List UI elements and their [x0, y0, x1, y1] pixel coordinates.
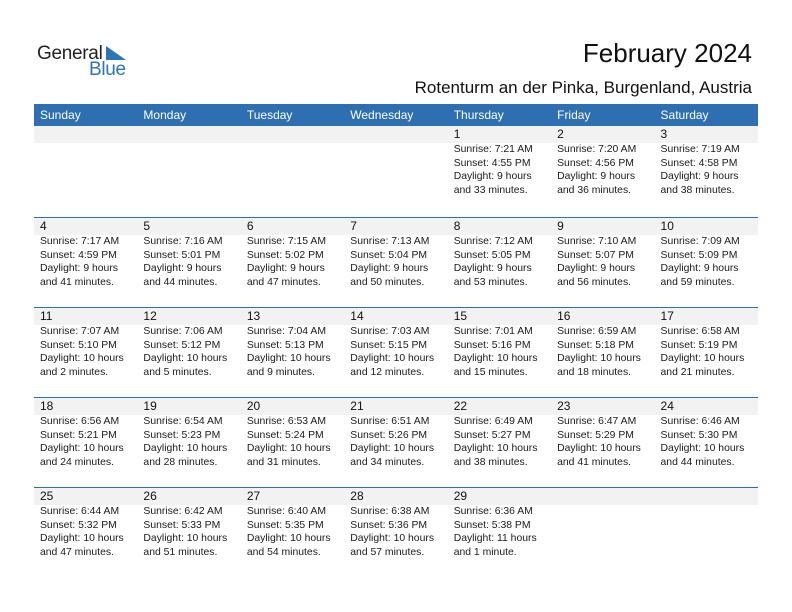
sunset-text: Sunset: 5:33 PM [143, 519, 221, 531]
day-number: 29 [453, 489, 468, 503]
day-number: 1 [453, 127, 461, 141]
day-number: 25 [40, 489, 54, 503]
day-cell [344, 143, 447, 197]
sunrise-text: Sunrise: 7:12 AM [453, 236, 533, 247]
minutes-text: and 59 minutes. [660, 276, 735, 288]
sunset-text: Sunset: 5:30 PM [660, 429, 738, 441]
day-number: 27 [246, 489, 261, 503]
minutes-text: and 41 minutes. [557, 456, 632, 468]
day-number: 15 [453, 309, 468, 323]
day-cell [655, 143, 758, 197]
weekday-tuesday: Tuesday [246, 108, 293, 122]
sunset-text: Sunset: 5:18 PM [557, 339, 634, 351]
daylight-text: Daylight: 9 hours [40, 263, 118, 274]
daylight-text: Daylight: 9 hours [453, 263, 532, 274]
day-number: 16 [557, 309, 571, 323]
page-title: February 2024 [582, 38, 752, 68]
sunset-text: Sunset: 5:15 PM [350, 339, 428, 351]
day-number: 4 [40, 219, 47, 233]
daylight-text: Daylight: 9 hours [557, 263, 636, 274]
day-number: 19 [143, 399, 157, 413]
day-number: 17 [660, 309, 674, 323]
day-number-row [34, 308, 758, 325]
logo-triangle-icon [106, 46, 126, 60]
minutes-text: and 15 minutes. [453, 366, 528, 378]
minutes-text: and 28 minutes. [143, 456, 218, 468]
day-number: 3 [660, 127, 668, 141]
day-cell [241, 505, 344, 559]
sunset-text: Sunset: 5:21 PM [40, 429, 117, 441]
minutes-text: and 44 minutes. [660, 456, 735, 468]
daylight-text: Daylight: 10 hours [557, 443, 641, 454]
sunrise-text: Sunrise: 6:58 AM [660, 326, 740, 337]
sunrise-text: Sunrise: 6:49 AM [453, 416, 533, 427]
sunrise-text: Sunrise: 6:46 AM [660, 416, 740, 427]
day-cell [137, 325, 240, 379]
daylight-text: Daylight: 10 hours [143, 533, 228, 544]
day-cell [551, 415, 654, 469]
day-number-row [34, 126, 758, 143]
day-number [137, 126, 240, 143]
logo-text-blue: Blue [89, 59, 126, 80]
weekday-saturday: Saturday [660, 108, 709, 122]
weekday-friday: Friday [557, 108, 591, 122]
day-number-row [34, 398, 758, 415]
day-number: 8 [453, 219, 461, 233]
day-cell [137, 415, 240, 469]
minutes-text: and 41 minutes. [40, 276, 114, 288]
sunset-text: Sunset: 5:36 PM [350, 519, 428, 531]
minutes-text: and 12 minutes. [350, 366, 425, 378]
weekday-header-row [34, 104, 758, 126]
sunset-text: Sunset: 5:05 PM [453, 249, 531, 261]
day-cell [448, 143, 551, 197]
day-number: 18 [40, 399, 54, 413]
day-cell [241, 325, 344, 379]
sunset-text: Sunset: 4:55 PM [453, 157, 531, 169]
daylight-text: Daylight: 10 hours [143, 353, 228, 364]
sunrise-text: Sunrise: 6:59 AM [557, 326, 637, 337]
minutes-text: and 36 minutes. [557, 184, 632, 196]
weekday-monday: Monday [143, 108, 187, 122]
day-info-row [34, 235, 758, 289]
sunrise-text: Sunrise: 7:21 AM [453, 144, 533, 155]
day-cell [655, 505, 758, 559]
sunset-text: Sunset: 5:23 PM [143, 429, 221, 441]
minutes-text: and 56 minutes. [557, 276, 632, 288]
weekday-wednesday: Wednesday [350, 108, 414, 122]
day-cell [551, 325, 654, 379]
minutes-text: and 54 minutes. [246, 546, 321, 558]
day-cell [34, 415, 137, 469]
week-row [34, 307, 758, 397]
sunset-text: Sunset: 5:10 PM [40, 339, 117, 351]
sunset-text: Sunset: 5:12 PM [143, 339, 221, 351]
week-row [34, 217, 758, 307]
sunset-text: Sunset: 5:26 PM [350, 429, 428, 441]
daylight-text: Daylight: 9 hours [660, 171, 739, 182]
day-number: 6 [246, 219, 254, 233]
daylight-text: Daylight: 10 hours [40, 353, 124, 364]
sunset-text: Sunset: 4:59 PM [40, 249, 117, 261]
day-number [344, 126, 447, 143]
day-number: 23 [557, 399, 571, 413]
minutes-text: and 1 minute. [453, 546, 517, 558]
weekday-thursday: Thursday [453, 108, 504, 122]
day-cell [448, 505, 551, 559]
daylight-text: Daylight: 10 hours [40, 533, 124, 544]
minutes-text: and 38 minutes. [453, 456, 528, 468]
sunset-text: Sunset: 5:32 PM [40, 519, 117, 531]
sunset-text: Sunset: 5:24 PM [246, 429, 324, 441]
sunset-text: Sunset: 5:01 PM [143, 249, 221, 261]
day-cell [137, 505, 240, 559]
daylight-text: Daylight: 10 hours [350, 353, 435, 364]
sunrise-text: Sunrise: 6:40 AM [246, 506, 326, 517]
sunset-text: Sunset: 4:58 PM [660, 157, 738, 169]
minutes-text: and 44 minutes. [143, 276, 218, 288]
day-cell [34, 505, 137, 559]
minutes-text: and 24 minutes. [40, 456, 114, 468]
day-cell [344, 505, 447, 559]
daylight-text: Daylight: 9 hours [660, 263, 739, 274]
minutes-text: and 53 minutes. [453, 276, 528, 288]
sunrise-text: Sunrise: 6:54 AM [143, 416, 223, 427]
daylight-text: Daylight: 10 hours [40, 443, 124, 454]
day-number: 5 [143, 219, 151, 233]
sunrise-text: Sunrise: 7:09 AM [660, 236, 740, 247]
sunrise-text: Sunrise: 7:19 AM [660, 144, 740, 155]
day-number: 21 [350, 399, 364, 413]
sunrise-text: Sunrise: 7:10 AM [557, 236, 637, 247]
day-cell [448, 235, 551, 289]
minutes-text: and 9 minutes. [246, 366, 316, 378]
week-row [34, 487, 758, 577]
daylight-text: Daylight: 9 hours [143, 263, 222, 274]
day-number: 28 [350, 489, 364, 503]
day-cell [241, 235, 344, 289]
sunset-text: Sunset: 5:19 PM [660, 339, 738, 351]
day-info-row [34, 505, 758, 559]
sunrise-text: Sunrise: 7:16 AM [143, 236, 223, 247]
minutes-text: and 47 minutes. [40, 546, 114, 558]
minutes-text: and 21 minutes. [660, 366, 735, 378]
sunset-text: Sunset: 5:38 PM [453, 519, 531, 531]
day-cell [448, 415, 551, 469]
day-cell [551, 235, 654, 289]
sunrise-text: Sunrise: 7:13 AM [350, 236, 430, 247]
minutes-text: and 34 minutes. [350, 456, 425, 468]
day-number: 12 [143, 309, 157, 323]
day-number [241, 126, 344, 143]
sunrise-text: Sunrise: 7:06 AM [143, 326, 223, 337]
sunrise-text: Sunrise: 6:36 AM [453, 506, 533, 517]
day-cell [137, 143, 240, 197]
daylight-text: Daylight: 9 hours [246, 263, 325, 274]
weekday-sunday: Sunday [40, 108, 81, 122]
minutes-text: and 50 minutes. [350, 276, 425, 288]
calendar-grid [34, 104, 758, 577]
minutes-text: and 5 minutes. [143, 366, 212, 378]
daylight-text: Daylight: 10 hours [660, 443, 745, 454]
sunset-text: Sunset: 5:29 PM [557, 429, 634, 441]
daylight-text: Daylight: 10 hours [143, 443, 228, 454]
day-number: 11 [40, 309, 53, 323]
sunrise-text: Sunrise: 6:44 AM [40, 506, 120, 517]
day-cell [34, 325, 137, 379]
day-number: 13 [246, 309, 261, 323]
sunrise-text: Sunrise: 6:38 AM [350, 506, 430, 517]
week-row [34, 397, 758, 487]
day-number [34, 126, 137, 143]
day-number: 22 [453, 399, 468, 413]
day-number-row [34, 488, 758, 505]
daylight-text: Daylight: 10 hours [557, 353, 641, 364]
minutes-text: and 18 minutes. [557, 366, 632, 378]
day-cell [344, 415, 447, 469]
day-cell [551, 143, 654, 197]
day-info-row [34, 143, 758, 197]
day-number: 14 [350, 309, 364, 323]
day-number [551, 488, 654, 505]
sunset-text: Sunset: 4:56 PM [557, 157, 634, 169]
sunrise-text: Sunrise: 7:20 AM [557, 144, 637, 155]
day-cell [241, 143, 344, 197]
day-number: 20 [246, 399, 261, 413]
sunset-text: Sunset: 5:27 PM [453, 429, 531, 441]
sunrise-text: Sunrise: 6:51 AM [350, 416, 430, 427]
week-row [34, 126, 758, 217]
daylight-text: Daylight: 10 hours [350, 533, 435, 544]
sunrise-text: Sunrise: 7:07 AM [40, 326, 120, 337]
sunrise-text: Sunrise: 7:17 AM [40, 236, 120, 247]
day-cell [241, 415, 344, 469]
day-number: 7 [350, 219, 357, 233]
day-cell [34, 143, 137, 197]
sunset-text: Sunset: 5:07 PM [557, 249, 634, 261]
sunrise-text: Sunrise: 7:04 AM [246, 326, 326, 337]
sunrise-text: Sunrise: 6:42 AM [143, 506, 223, 517]
minutes-text: and 33 minutes. [453, 184, 528, 196]
minutes-text: and 57 minutes. [350, 546, 425, 558]
day-cell [344, 235, 447, 289]
sunset-text: Sunset: 5:04 PM [350, 249, 428, 261]
daylight-text: Daylight: 11 hours [453, 533, 537, 544]
minutes-text: and 38 minutes. [660, 184, 735, 196]
sunrise-text: Sunrise: 7:03 AM [350, 326, 430, 337]
day-cell [344, 325, 447, 379]
location-subtitle: Rotenturm an der Pinka, Burgenland, Austria [414, 78, 752, 97]
sunrise-text: Sunrise: 6:47 AM [557, 416, 637, 427]
daylight-text: Daylight: 10 hours [453, 443, 538, 454]
day-cell [655, 415, 758, 469]
day-cell [655, 235, 758, 289]
day-number: 9 [557, 219, 564, 233]
day-info-row [34, 415, 758, 469]
daylight-text: Daylight: 10 hours [246, 353, 331, 364]
day-number: 10 [660, 219, 674, 233]
sunrise-text: Sunrise: 6:56 AM [40, 416, 120, 427]
day-cell [448, 325, 551, 379]
minutes-text: and 51 minutes. [143, 546, 218, 558]
sunrise-text: Sunrise: 7:01 AM [453, 326, 533, 337]
day-cell [551, 505, 654, 559]
sunset-text: Sunset: 5:16 PM [453, 339, 531, 351]
day-cell [655, 325, 758, 379]
day-cell [34, 235, 137, 289]
day-number: 2 [557, 127, 564, 141]
daylight-text: Daylight: 10 hours [350, 443, 435, 454]
day-number-row [34, 218, 758, 235]
logo [37, 42, 137, 82]
minutes-text: and 47 minutes. [246, 276, 321, 288]
sunset-text: Sunset: 5:02 PM [246, 249, 324, 261]
sunset-text: Sunset: 5:35 PM [246, 519, 324, 531]
sunset-text: Sunset: 5:13 PM [246, 339, 324, 351]
day-number [655, 488, 758, 505]
daylight-text: Daylight: 9 hours [350, 263, 429, 274]
sunrise-text: Sunrise: 6:53 AM [246, 416, 326, 427]
daylight-text: Daylight: 9 hours [453, 171, 532, 182]
minutes-text: and 31 minutes. [246, 456, 321, 468]
daylight-text: Daylight: 10 hours [246, 443, 331, 454]
sunrise-text: Sunrise: 7:15 AM [246, 236, 326, 247]
daylight-text: Daylight: 10 hours [660, 353, 745, 364]
daylight-text: Daylight: 10 hours [453, 353, 538, 364]
logo-text-general: General [37, 43, 103, 64]
day-cell [137, 235, 240, 289]
day-info-row [34, 325, 758, 379]
daylight-text: Daylight: 9 hours [557, 171, 636, 182]
daylight-text: Daylight: 10 hours [246, 533, 331, 544]
day-number: 24 [660, 399, 674, 413]
minutes-text: and 2 minutes. [40, 366, 109, 378]
sunset-text: Sunset: 5:09 PM [660, 249, 738, 261]
day-number: 26 [143, 489, 157, 503]
